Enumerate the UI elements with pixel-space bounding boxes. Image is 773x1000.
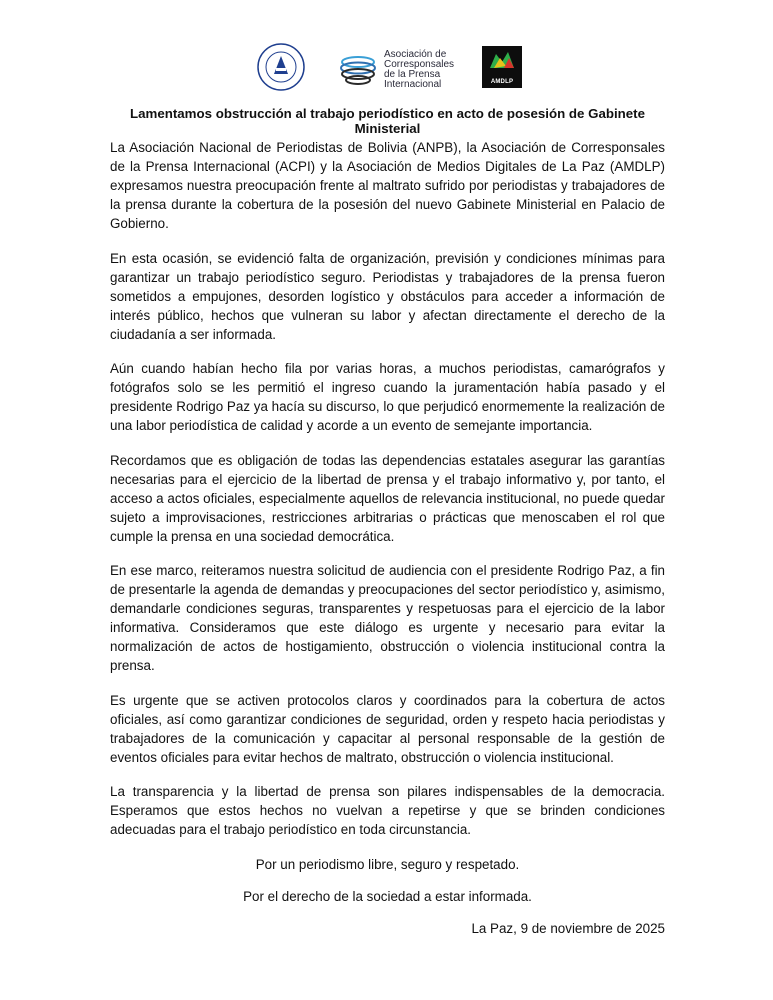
document-body	[110, 138, 665, 938]
paragraph-4: Recordamos que es obligación de todas las dependencias estatales asegurar las garantías necesarias para el ejercicio de la libertad de prensa y el trabajo informativo y, por tanto, el acceso a actos oficiales, especialmente aquellos de relevancia institucional, no puede quedar sujeto a improvisaciones, restricciones arbitrarias o prácticas que menoscaben el rol que cumple la prensa en una sociedad democrática.	[110, 452, 665, 544]
closing-line-1: Por un periodismo libre, seguro y respetado.	[255, 856, 520, 872]
acpi-text-line-1: Asociación de	[384, 49, 447, 60]
paragraph-2: En esta ocasión, se evidenció falta de organización, previsión y condiciones mínimas para garantizar un trabajo periodístico seguro. Periodistas y trabajadores de la prensa fueron sometidos a empujones, desorden logístico y obstáculos para acceder a información de interés público, hechos que vulneran su labor y afectan directamente el derecho de la ciudadanía a ser informada.	[110, 250, 665, 342]
header-logos	[0, 38, 773, 98]
paragraph-3: Aún cuando habían hecho fila por varias horas, a muchos periodistas, camarógrafos y fotógrafos solo se les permitió el ingreso cuando la juramentación había pasado y el presidente Rodrigo Paz ya hacía su discurso, lo que perjudicó enormemente la realización de una labor periodística de calidad y acorde a un evento de semejante importancia.	[110, 361, 665, 433]
acpi-text-line-3: de la Prensa	[384, 69, 441, 80]
paragraph-6: Es urgente que se activen protocolos claros y coordinados para la cobertura de actos oficiales, así como garantizar condiciones de seguridad, orden y respeto hacia periodistas y trabajadores de la comunicación y capacitar al personal responsable de la gestión de eventos oficiales para evitar hechos de maltrato, obstrucción o violencia institucional.	[110, 692, 665, 765]
amdlp-icon	[482, 46, 522, 88]
paragraph-5: En ese marco, reiteramos nuestra solicitud de audiencia con el presidente Rodrigo Paz, a fin de presentarle la agenda de demandas y preocupaciones del sector periodístico y, asimismo, demandarle condiciones seguras, transparentes y respetuosas para el ejercicio de la labor informativa. Consideramos que este diálogo es urgente y necesario para evitar la normalización de actos de hostigamiento, obstrucción o violencia institucional contra la prensa.	[110, 563, 665, 673]
paragraph-7: La transparencia y la libertad de prensa son pilares indispensables de la democracia. Esperamos que estos hechos no vuelvan a repetirse y que se brinden condiciones adecuadas para el trabajo periodístico en toda circunstancia.	[110, 784, 665, 837]
document-title: Lamentamos obstrucción al trabajo periodístico en acto de posesión de Gabinete Ministerial	[130, 106, 645, 136]
place-date: La Paz, 9 de noviembre de 2025	[471, 920, 665, 936]
amdlp-mark-icon	[482, 46, 522, 76]
acpi-text-line-4: Internacional	[384, 79, 442, 90]
anpb-seal-icon	[256, 42, 306, 92]
acpi-text-line-2: Corresponsales	[384, 59, 455, 70]
acpi-globe-icon	[338, 48, 380, 90]
closing-line-2: Por el derecho de la sociedad a estar informada.	[243, 888, 532, 904]
amdlp-label: AMDLP	[490, 79, 514, 85]
acpi-logo	[338, 48, 468, 92]
paragraph-1: La Asociación Nacional de Periodistas de Bolivia (ANPB), la Asociación de Corresponsales de la Prensa Internacional (ACPI) y la Asociación de Medios Digitales de La Paz (AMDLP) expresamos nuestra preocupación frente al maltrato sufrido por periodistas y trabajadores de la prensa durante la cobertura de la posesión del nuevo Gabinete Ministerial en Palacio de Gobierno.	[110, 140, 665, 231]
